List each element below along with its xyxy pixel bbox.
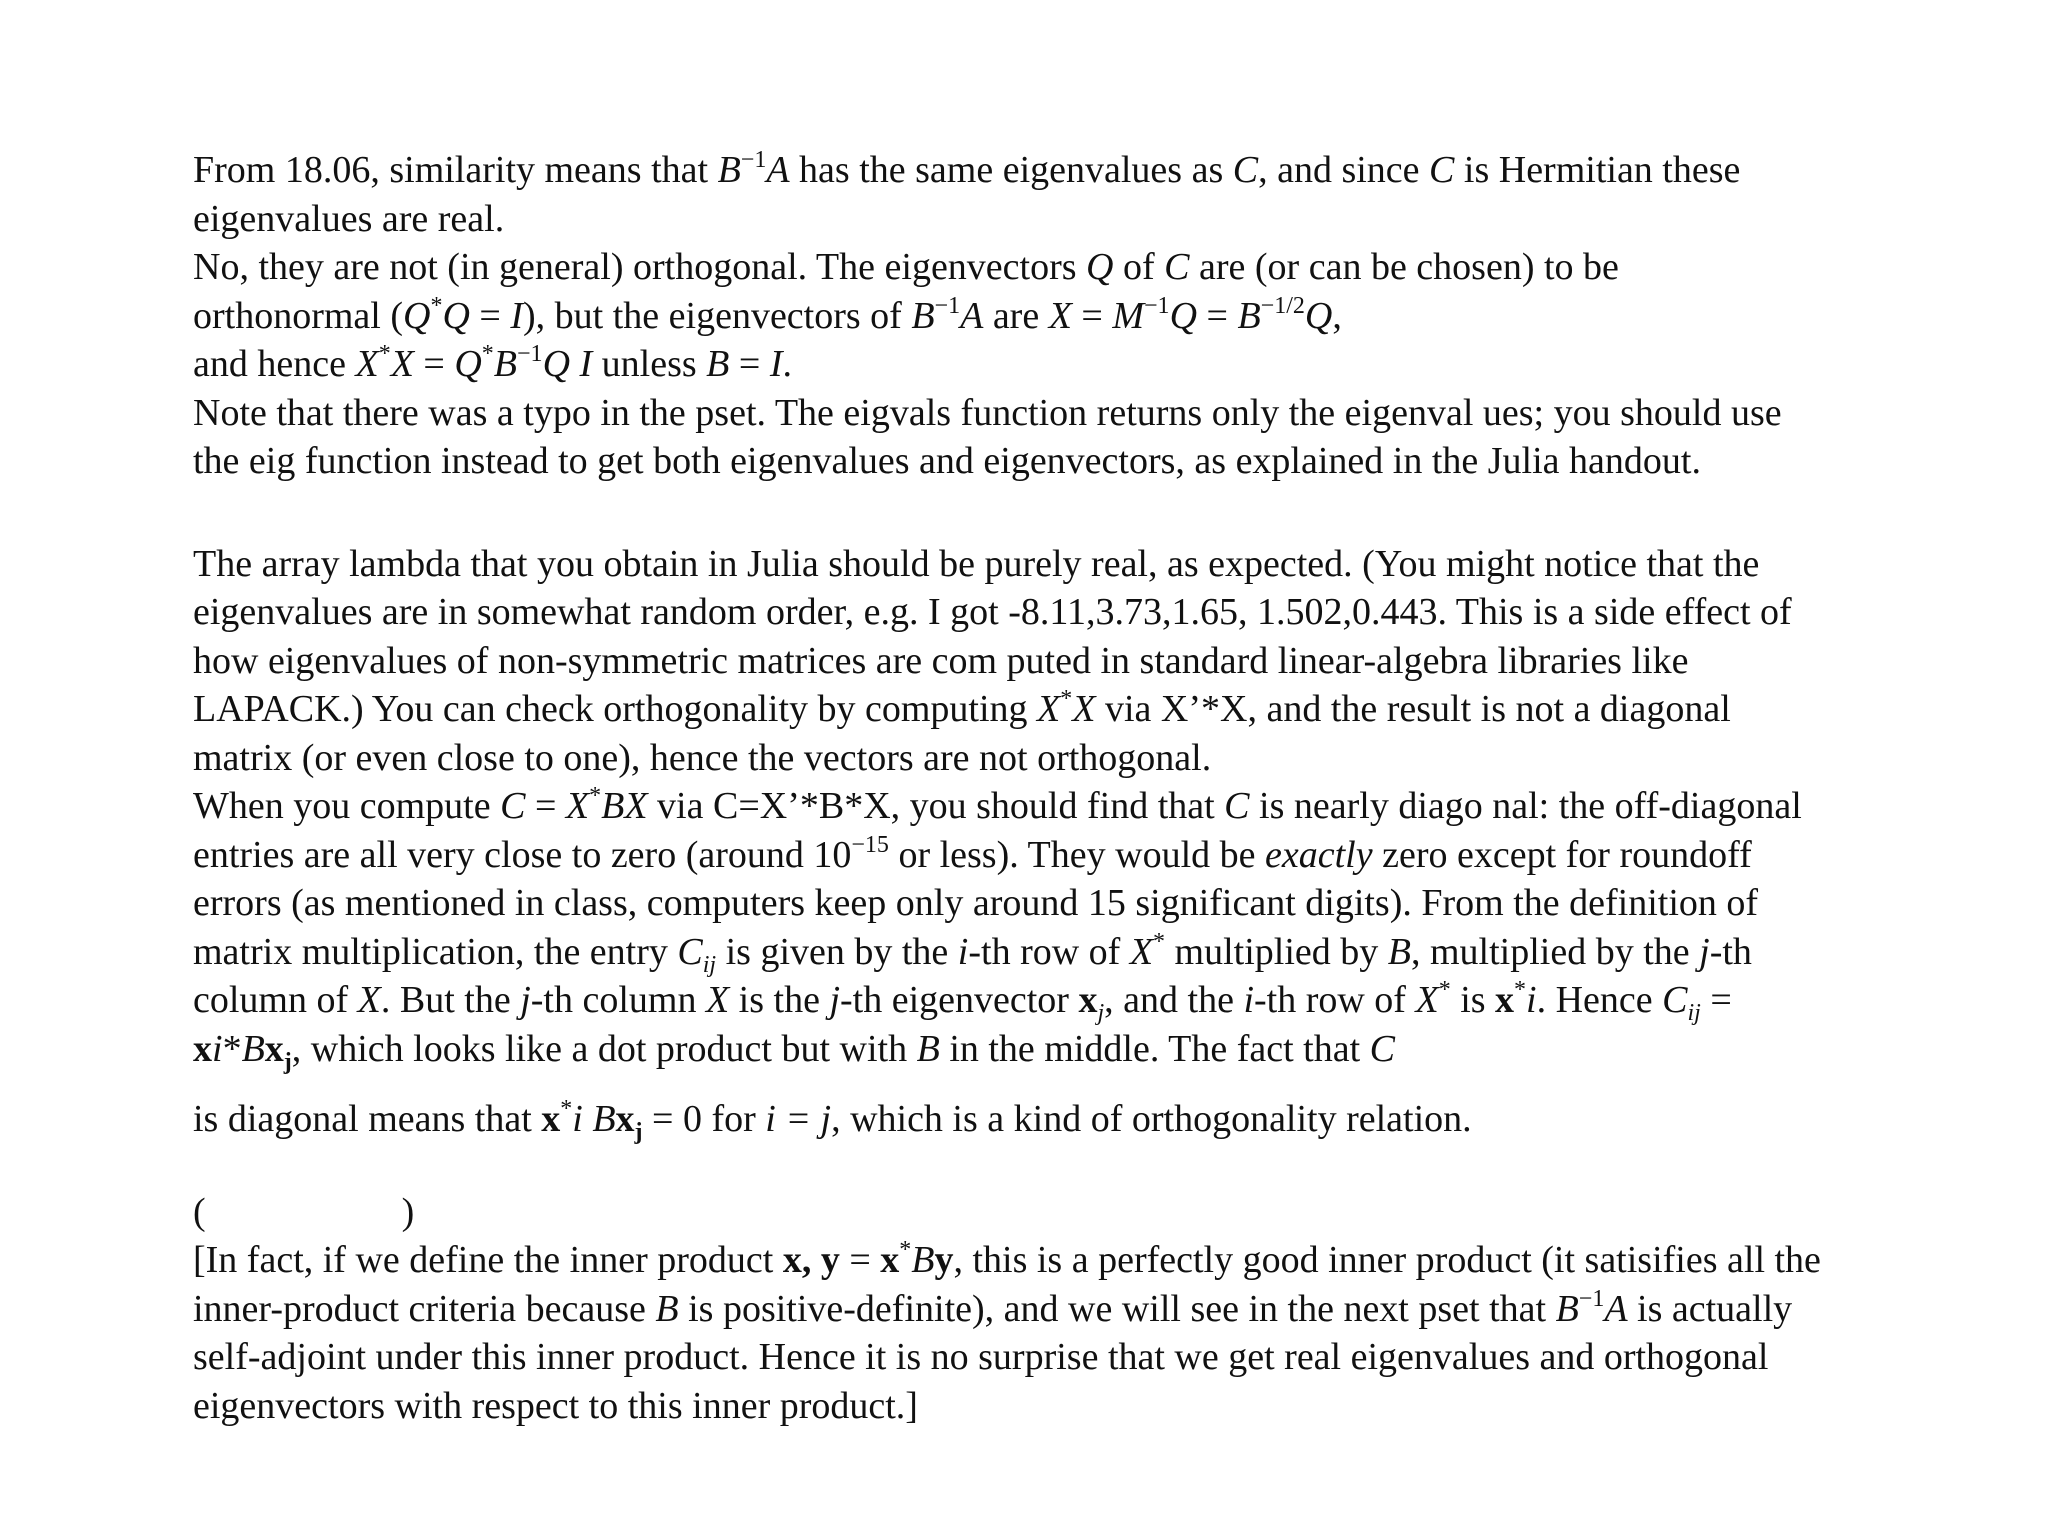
paragraph-gap [193, 486, 1913, 540]
p2-line-2: eigenvalues are in somewhat random order, e.g. I got -8.11,3.73,1.65, 1.502,0.443. This is a side effect of [193, 591, 1792, 633]
p2-line-9: matrix multiplication, the entry $C_{ij}$ is given by the i-th row of X* multiplied by B, multiplied by the j-th [193, 928, 1752, 978]
p1-line-7: the eig function instead to get both eigenvalues and eigenvectors, as explained in the Julia handout. [193, 440, 1701, 482]
p1-line-5: and hence $X^*X = Q^*B^{-1}Q$ I unless B = I. [193, 341, 792, 385]
p3-line-4: eigenvectors with respect to this inner product.] [193, 1384, 918, 1427]
p2-line-10: column of X. But the j-th column X is the j-th eigenvector $x_j$, and the i-th row of X* is x*i. Hence $C_{ij}$ = [193, 977, 1732, 1026]
p1-line-6: Note that there was a typo in the pset. The eigvals function returns only the eigenval ues; you should use [193, 391, 1782, 434]
p2-line-11: $xi*Bx_j$, which looks like a dot product but with B in the middle. The fact that C [193, 1027, 1396, 1075]
p2-line-6: When you compute C = X*BX via C=X’*B*X, you should find that C is nearly diago nal: the off-diagonal [193, 783, 1802, 827]
empty-parentheses: ( ) [193, 1190, 415, 1233]
p1-line-2: eigenvalues are real. [193, 197, 505, 240]
p3-line-1: [In fact, if we define the inner product x, y = x*By, this is a perfectly good inner product (it satisifies all the [193, 1237, 1821, 1281]
p3-line-2: inner-product criteria because B is positive-definite), and we will see in the next pset that $B^{-1}A$ is actually [193, 1285, 1793, 1330]
p1-line-1: From 18.06, similarity means that $B^{-1}A$ has the same eigenvalues as C, and since C is Hermitian these [193, 147, 1741, 191]
paragraph-gap [193, 1073, 1913, 1095]
document-page [193, 146, 1913, 1430]
p3-line-3: self-adjoint under this inner product. Hence it is no surprise that we get real eigenvalues and orthogonal [193, 1336, 1769, 1378]
p2-line-12: is diagonal means that x*i $Bx_j = 0$ for i = j, which is a kind of orthogonality relation. [193, 1096, 1472, 1145]
p1-line-3: No, they are not (in general) orthogonal. The eigenvectors Q of C are (or can be chosen) to be [193, 246, 1619, 288]
p2-line-4: LAPACK.) You can check orthogonality by computing X*X via X’*X, and the result is not a diagonal [193, 686, 1731, 730]
p2-line-3: how eigenvalues of non-symmetric matrices are com puted in standard linear-algebra libraries like [193, 639, 1689, 682]
p1-line-4: orthonormal (Q*Q = I), but the eigenvectors of $B^{-1}A$ are $X = M^{-1}Q = B^{-1/2}Q$, [193, 292, 1342, 337]
p2-line-8: errors (as mentioned in class, computers keep only around 15 significant digits). From the definition of [193, 882, 1759, 924]
p2-line-5: matrix (or even close to one), hence the vectors are not orthogonal. [193, 736, 1212, 779]
p2-line-7: entries are all very close to zero (around $10^{-15}$ or less). They would be exactly zero except for roundoff [193, 831, 1752, 876]
paragraph-gap [193, 1144, 1913, 1188]
p2-line-1: The array lambda that you obtain in Julia should be purely real, as expected. (You might notice that the [193, 542, 1760, 585]
